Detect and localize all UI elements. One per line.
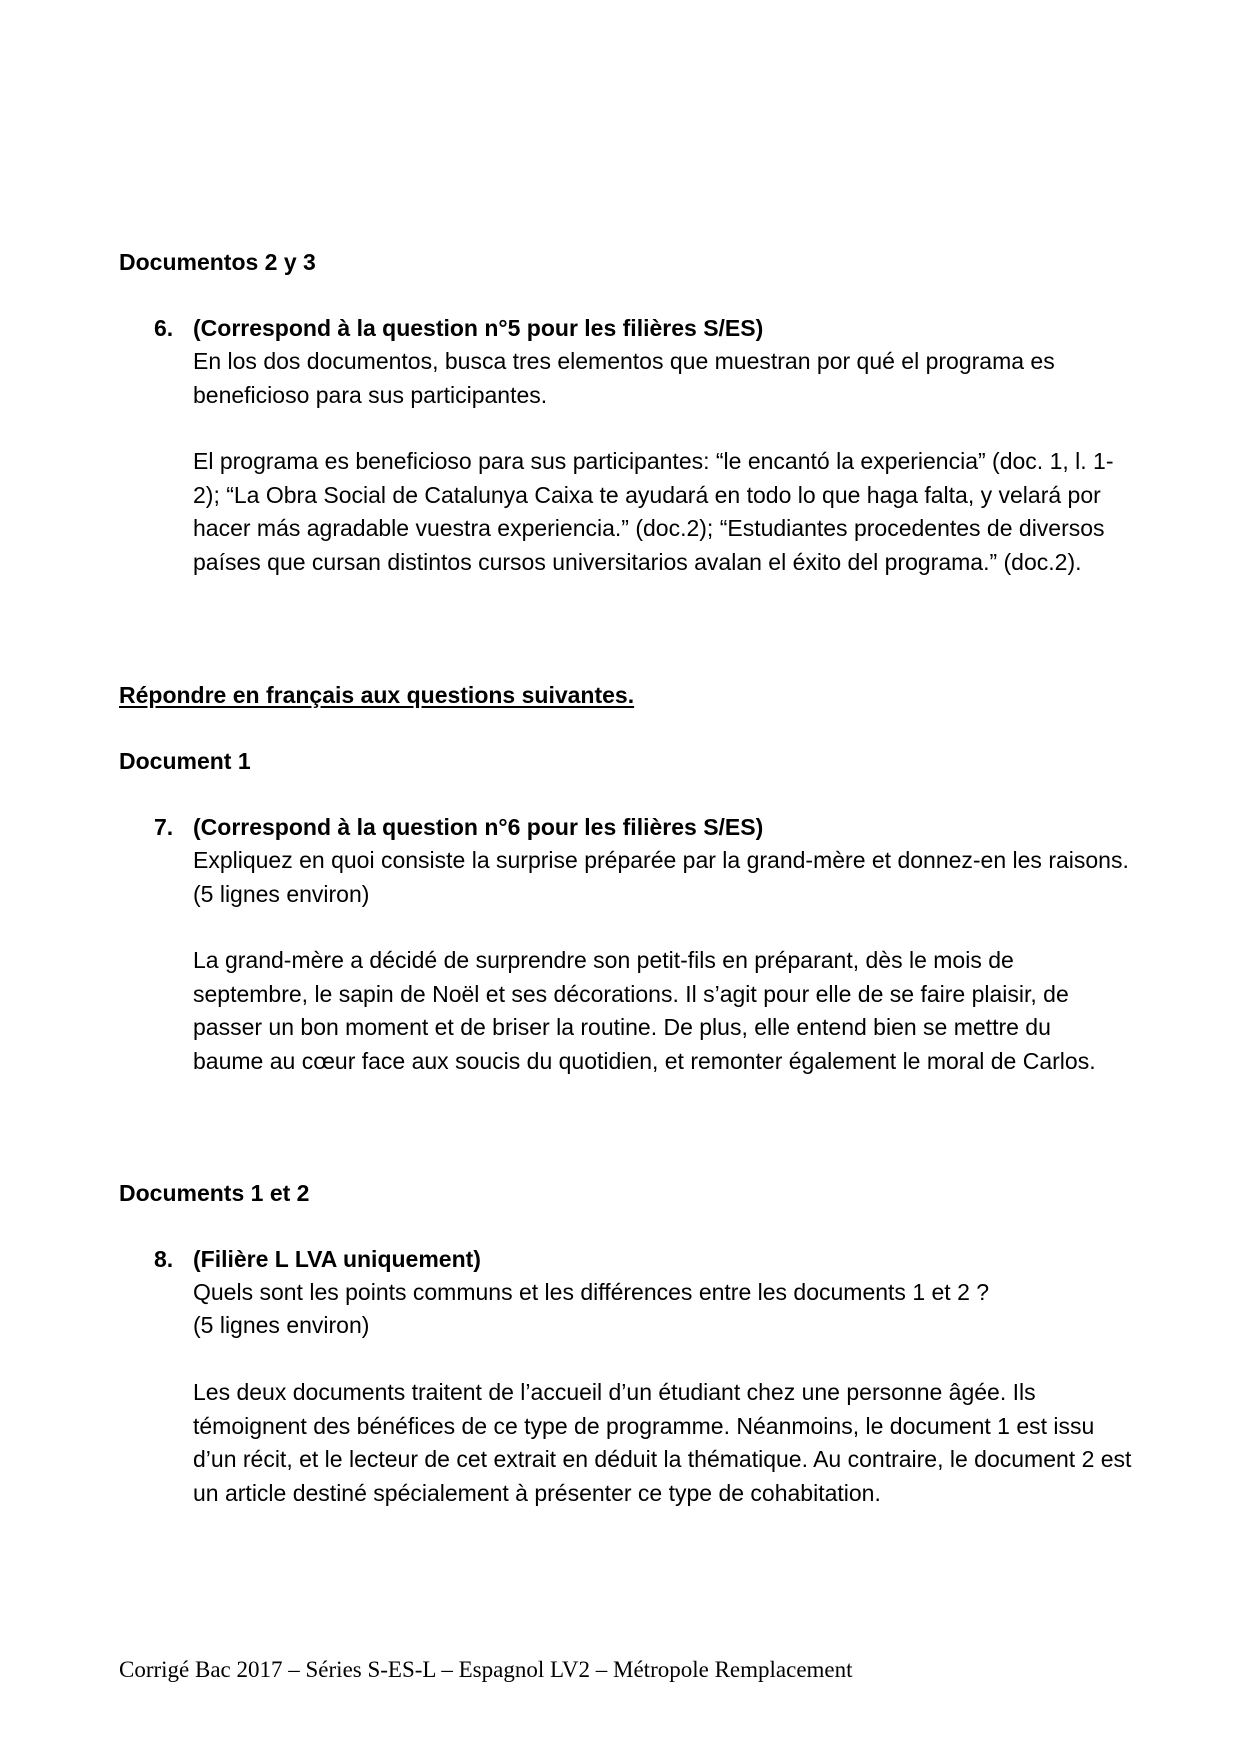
question-6-answer: El programa es beneficioso para sus participantes: “le encantó la experiencia” (doc. 1, l. 1-2); “La Obra Social de Catalunya Caixa te ayudará en todo lo que haga falta, y velará por hacer más agradable vuestra experiencia.” (doc.2); “Estudiantes procedentes de diversos países que cursan distintos cursos universitarios avalan el éxito del programa.” (doc.2). — [193, 448, 1114, 575]
question-6-title: (Correspond à la question n°5 pour les filières S/ES) — [193, 315, 764, 341]
question-7-answer: La grand-mère a décidé de surprendre son petit-fils en préparant, dès le mois de septembre, le sapin de Noël et ses décorations. Il s’agit pour elle de se faire plaisir, de passer un bon moment et de briser la routine. De plus, elle entend bien se mettre du baume au cœur face aux soucis du quotidien, et remonter également le moral de Carlos. — [193, 947, 1096, 1074]
question-8-prompt-line-1: Quels sont les points communs et les différences entre les documents 1 et 2 ? — [193, 1279, 990, 1305]
question-6-prompt: En los dos documentos, busca tres elementos que muestran por qué el programa es beneficioso para sus participantes. — [193, 348, 1055, 408]
question-7-title: (Correspond à la question n°6 pour les filières S/ES) — [193, 814, 764, 840]
section-heading-documentos-2-y-3: Documentos 2 y 3 — [119, 249, 316, 275]
question-8-title: (Filière L LVA uniquement) — [193, 1246, 481, 1272]
section-heading-document-1: Document 1 — [119, 748, 251, 774]
question-8-number: 8. — [154, 1246, 174, 1272]
question-8-prompt-line-2: (5 lignes environ) — [193, 1312, 370, 1338]
question-6-number: 6. — [154, 315, 174, 341]
page-footer: Corrigé Bac 2017 – Séries S-ES-L – Espagnol LV2 – Métropole Remplacement — [119, 1657, 853, 1682]
section-heading-documents-1-et-2: Documents 1 et 2 — [119, 1180, 310, 1206]
question-8-answer: Les deux documents traitent de l’accueil d’un étudiant chez une personne âgée. Ils témoignent des bénéfices de ce type de programme. Néanmoins, le document 1 est issu d’un récit, et le lecteur de cet extrait en déduit la thématique. Au contraire, le document 2 est un article destiné spécialement à présenter ce type de cohabitation. — [193, 1379, 1132, 1506]
question-7-prompt: Expliquez en quoi consiste la surprise préparée par la grand-mère et donnez-en les raisons. (5 lignes environ) — [193, 847, 1129, 907]
french-instruction: Répondre en français aux questions suivantes. — [119, 682, 635, 708]
question-7-number: 7. — [154, 814, 174, 840]
